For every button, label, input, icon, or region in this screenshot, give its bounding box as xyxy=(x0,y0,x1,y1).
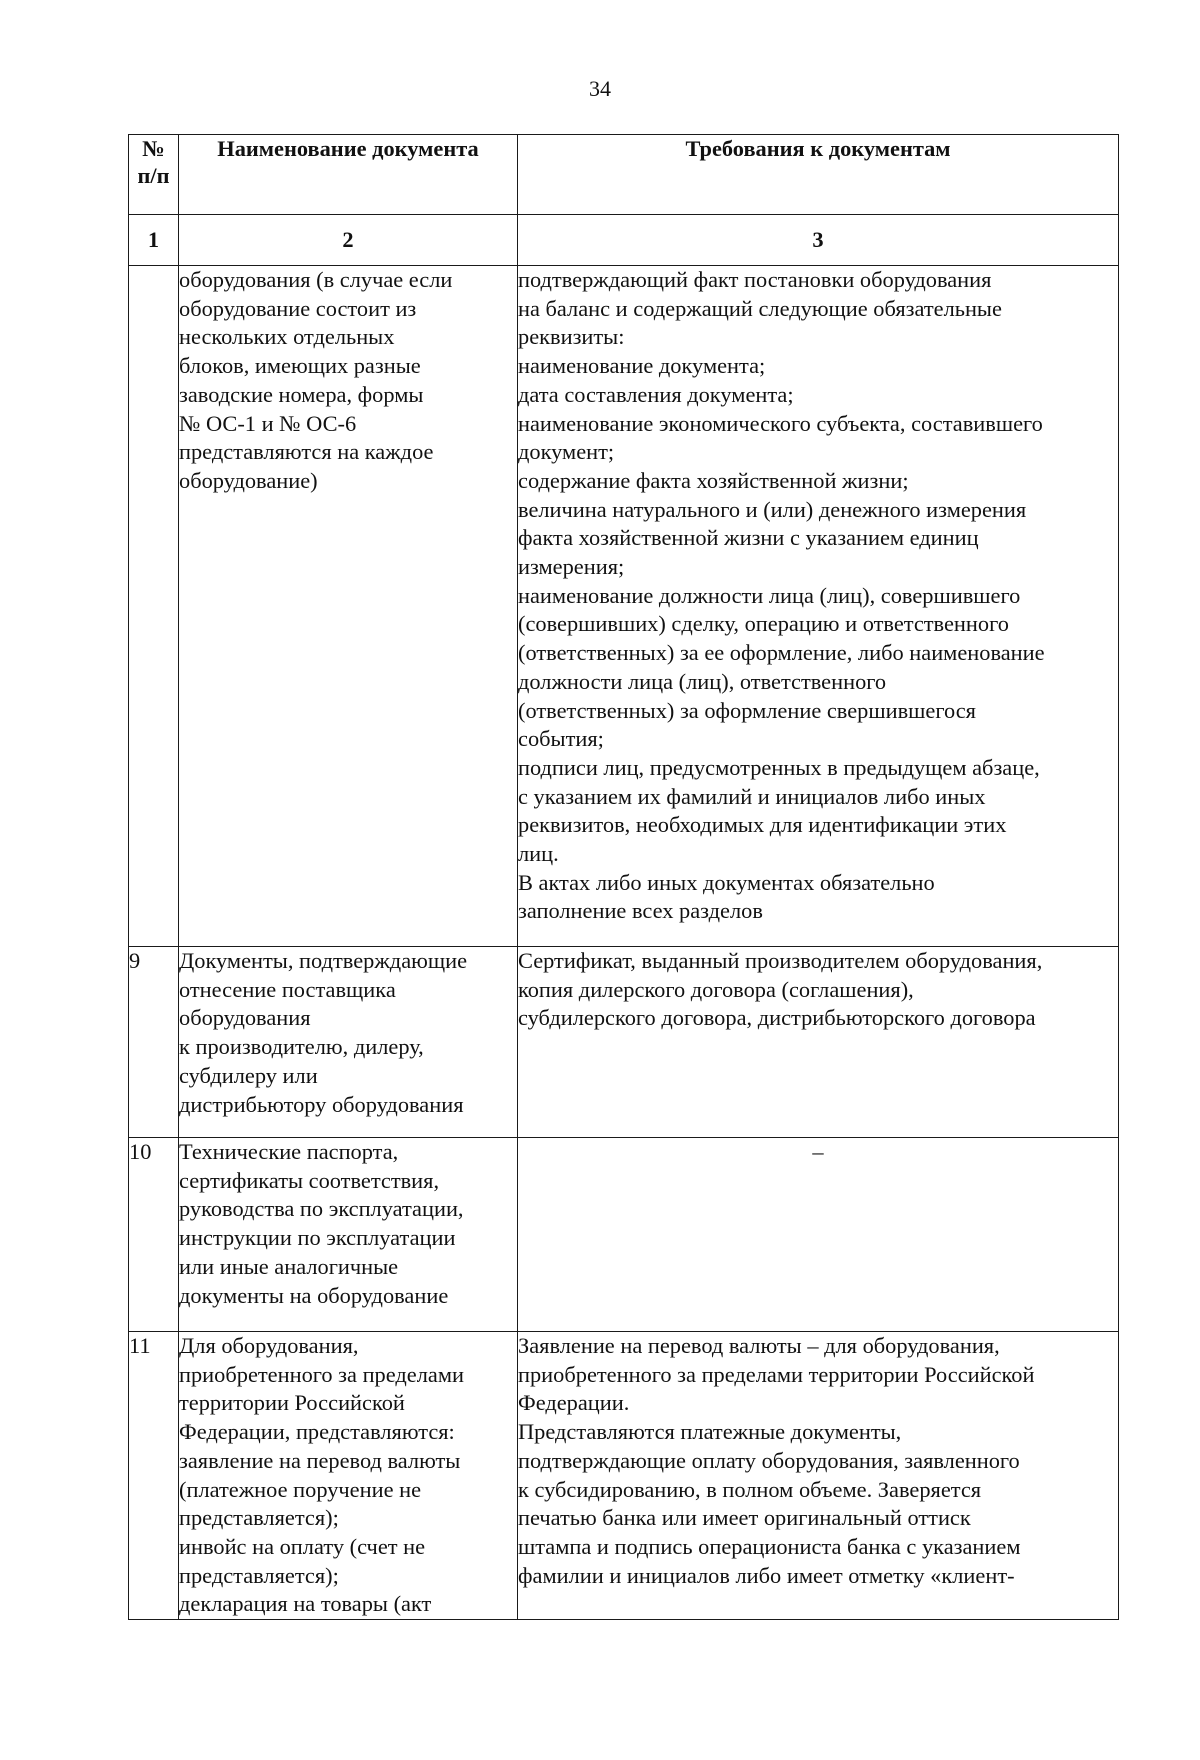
table-row xyxy=(129,947,1119,1138)
text-line: оборудование состоит из xyxy=(179,295,417,321)
text-line: представляется); xyxy=(179,1505,339,1531)
requirements-cell xyxy=(518,1332,1119,1620)
text-line: к субсидированию, в полном объеме. Заверяется xyxy=(518,1476,982,1502)
text-line: Документы, подтверждающие xyxy=(179,948,468,973)
text-line: № ОС-1 и № ОС-6 xyxy=(179,410,357,436)
column-number-2: 2 xyxy=(179,215,518,266)
text-line: наименование экономического субъекта, составившего xyxy=(518,410,1043,436)
text-line: реквизитов, необходимых для идентификации этих xyxy=(518,812,1007,838)
text-line: инвойс на оплату (счет не xyxy=(179,1533,426,1559)
text-line: сертификаты соответствия, xyxy=(179,1167,440,1193)
requirements-table xyxy=(128,134,1119,1620)
text-line: заявление на перевод валюты xyxy=(179,1447,461,1473)
text-line: блоков, имеющих разные xyxy=(179,353,421,379)
text-line: оборудования xyxy=(179,1005,311,1031)
row-number: 10 xyxy=(129,1138,179,1332)
text-line: В актах либо иных документах обязательно xyxy=(518,869,935,895)
text-line: (совершивших) сделку, операцию и ответственного xyxy=(518,611,1009,637)
text-line: декларация на товары (акт xyxy=(179,1591,432,1617)
header-num-line-1: № xyxy=(142,136,165,161)
text-line: дата составления документа; xyxy=(518,381,794,407)
table-header-row xyxy=(129,135,1119,215)
text-line: факта хозяйственной жизни с указанием единиц xyxy=(518,525,979,551)
text-line: Федерации, представляются: xyxy=(179,1419,455,1445)
text-line: оборудование) xyxy=(179,467,318,493)
text-line: лиц. xyxy=(518,841,559,867)
text-line: содержание факта хозяйственной жизни; xyxy=(518,467,909,493)
text-line: наименование должности лица (лиц), совершившего xyxy=(518,582,1021,608)
header-num-line-2: п/п xyxy=(137,163,170,188)
header-document-name: Наименование документа xyxy=(179,135,518,215)
page-number: 34 xyxy=(589,76,611,101)
table-row xyxy=(129,266,1119,947)
table-row xyxy=(129,1332,1119,1620)
text-line: представляются на каждое xyxy=(179,439,434,465)
text-line: подтверждающие оплату оборудования, заявленного xyxy=(518,1447,1020,1473)
text-line: заполнение всех разделов xyxy=(518,898,763,924)
text-line: представляется); xyxy=(179,1562,339,1588)
text-line: субдилерского договора, дистрибьюторского договора xyxy=(518,1005,1036,1031)
document-name-cell xyxy=(179,1332,518,1620)
text-line: печатью банка или имеет оригинальный оттиск xyxy=(518,1505,971,1531)
header-num xyxy=(129,135,179,215)
text-line: (ответственных) за ее оформление, либо наименование xyxy=(518,640,1045,666)
text-line: Технические паспорта, xyxy=(179,1139,399,1164)
text-line: Федерации. xyxy=(518,1390,630,1416)
text-line: на баланс и содержащий следующие обязательные xyxy=(518,295,1002,321)
text-line: Сертификат, выданный производителем оборудования, xyxy=(518,948,1043,973)
text-line: фамилии и инициалов либо имеет отметку «клиент- xyxy=(518,1562,1015,1588)
text-line: (платежное поручение не xyxy=(179,1476,422,1502)
text-line: инструкции по эксплуатации xyxy=(179,1225,456,1251)
document-name-cell xyxy=(179,947,518,1138)
text-line: к производителю, дилеру, xyxy=(179,1034,424,1060)
row-number xyxy=(129,266,179,947)
text-line: должности лица (лиц), ответственного xyxy=(518,668,887,694)
document-name-cell xyxy=(179,266,518,947)
requirements-cell xyxy=(518,1138,1119,1332)
text-line: подписи лиц, предусмотренных в предыдущем абзаце, xyxy=(518,754,1040,780)
text-line: Представляются платежные документы, xyxy=(518,1419,902,1445)
text-line: Для оборудования, xyxy=(179,1333,359,1358)
text-line: документы на оборудование xyxy=(179,1282,449,1308)
text-line: документ; xyxy=(518,439,615,465)
text-line: Заявление на перевод валюты – для оборудования, xyxy=(518,1333,1000,1358)
text-line: нескольких отдельных xyxy=(179,324,395,350)
text-line: руководства по эксплуатации, xyxy=(179,1196,464,1222)
text-line: субдилеру или xyxy=(179,1062,318,1088)
text-line: – xyxy=(812,1139,824,1164)
text-line: заводские номера, формы xyxy=(179,381,424,407)
text-line: приобретенного за пределами территории Российской xyxy=(518,1361,1035,1387)
text-line: измерения; xyxy=(518,554,625,580)
text-line: приобретенного за пределами xyxy=(179,1361,464,1387)
text-line: отнесение поставщика xyxy=(179,976,396,1002)
text-line: наименование документа; xyxy=(518,353,766,379)
text-line: дистрибьютору оборудования xyxy=(179,1091,464,1117)
row-number: 9 xyxy=(129,947,179,1138)
table-row xyxy=(129,1138,1119,1332)
column-number-row xyxy=(129,215,1119,266)
text-line: с указанием их фамилий и инициалов либо иных xyxy=(518,783,986,809)
text-line: реквизиты: xyxy=(518,324,625,350)
text-line: величина натурального и (или) денежного измерения xyxy=(518,496,1027,522)
column-number-1: 1 xyxy=(129,215,179,266)
text-line: (ответственных) за оформление свершившегося xyxy=(518,697,976,723)
document-name-cell xyxy=(179,1138,518,1332)
column-number-3: 3 xyxy=(518,215,1119,266)
text-line: оборудования (в случае если xyxy=(179,267,453,292)
text-line: или иные аналогичные xyxy=(179,1253,399,1279)
text-line: подтверждающий факт постановки оборудования xyxy=(518,267,992,292)
text-line: штампа и подпись операциониста банка с указанием xyxy=(518,1533,1021,1559)
requirements-cell xyxy=(518,947,1119,1138)
text-line: события; xyxy=(518,726,604,752)
header-requirements: Требования к документам xyxy=(518,135,1119,215)
requirements-cell xyxy=(518,266,1119,947)
text-line: копия дилерского договора (соглашения), xyxy=(518,976,914,1002)
text-line: территории Российской xyxy=(179,1390,405,1416)
row-number: 11 xyxy=(129,1332,179,1620)
